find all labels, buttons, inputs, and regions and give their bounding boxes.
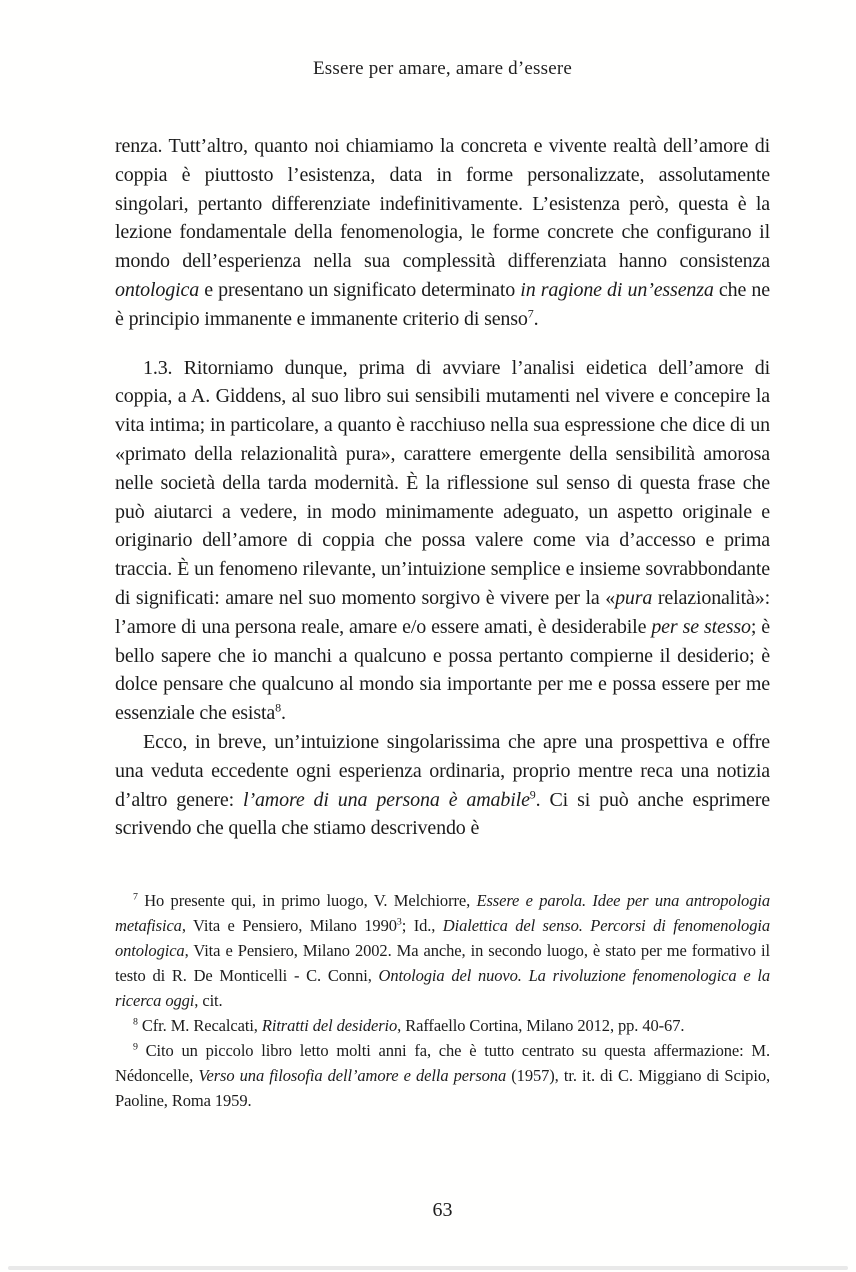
footnote-9: $^9$ Cito un piccolo libro letto molti anni fa, che è tutto centrato su questa affermazione: M. Nédoncelle, Verso una filosofia dell’amore e della persona (1957), tr. it. di C. Miggiano di Scipio, Paoline, Roma 1959. (115, 1041, 770, 1111)
footnotes (115, 888, 770, 1113)
paragraph-1: renza. Tutt’altro, quanto noi chiamiamo la concreta e vivente realtà dell’amore di coppia è piuttosto l’esistenza, data in forme personalizzate, assolutamente singolari, pertanto differenziate indefinitivamente. L’esistenza però, questa è la lezione fondamentale della fenomenologia, le forme concrete che configurano il mondo dell’esperienza nella sua complessità differenziata hanno consistenza ontologica e presentano un significato determinato in ragione di un’essenza che ne è principio immanente e immanente criterio di senso$^7$. (115, 135, 770, 330)
page-number: 63 (432, 1199, 453, 1221)
running-header: Essere per amare, amare d’essere (312, 58, 573, 79)
footnote-8: $^8$ Cfr. M. Recalcati, Ritratti del desiderio, Raffaello Cortina, Milano 2012, pp. 40-67. (133, 1016, 685, 1036)
paragraph-2: 1.3. Ritorniamo dunque, prima di avviare l’analisi eidetica dell’amore di coppia, a A. Giddens, al suo libro sui sensibili mutamenti nel vivere e concepire la vita intima; in particolare, a quanto è racchiuso nella sua espressione che dice di un «primato della relazionalità pura», carattere emergente della sensibilità amorosa nelle società della tarda modernità. È la riflessione sul senso di questa frase che può aiutarci a vedere, in modo minimamente adeguato, un aspetto originale e originario dell’amore di coppia che possa valere come via d’accesso e prima traccia. È un fenomeno rilevante, un’intuizione semplice e insieme sovrabbondante di significati: amare nel suo momento sorgivo è vivere per la «pura relazionalità»: l’amore di una persona reale, amare e/o essere amati, è desiderabile per se stesso; è bello sapere che io manchi a qualcuno e possa pertanto compierne il desiderio; è dolce pensare che qualcuno al mondo sia importante per me e possa essere per me essenziale che esista$^8$. (115, 356, 771, 725)
paragraph-3: Ecco, in breve, un’intuizione singolarissima che apre una prospettiva e offre una veduta eccedente ogni esperienza ordinaria, proprio mentre reca una notizia d’altro genere: l’amore di una persona è amabile$^9$. Ci si può anche esprimere scrivendo che quella che stiamo descrivendo è (115, 730, 770, 840)
page-bottom-edge (8, 1266, 848, 1270)
footnote-7: $^7$ Ho presente qui, in primo luogo, V. Melchiorre, Essere e parola. Idee per una antropologia metafisica, Vita e Pensiero, Milano 1990$^3$; Id., Dialettica del senso. Percorsi di fenomenologia ontologica, Vita e Pensiero, Milano 2002. Ma anche, in secondo luogo, è stato per me formativo il testo di R. De Monticelli - C. Conni, Ontologia del nuovo. La rivoluzione fenomenologica e la ricerca oggi, cit. (115, 891, 770, 1011)
body-text (115, 132, 770, 843)
